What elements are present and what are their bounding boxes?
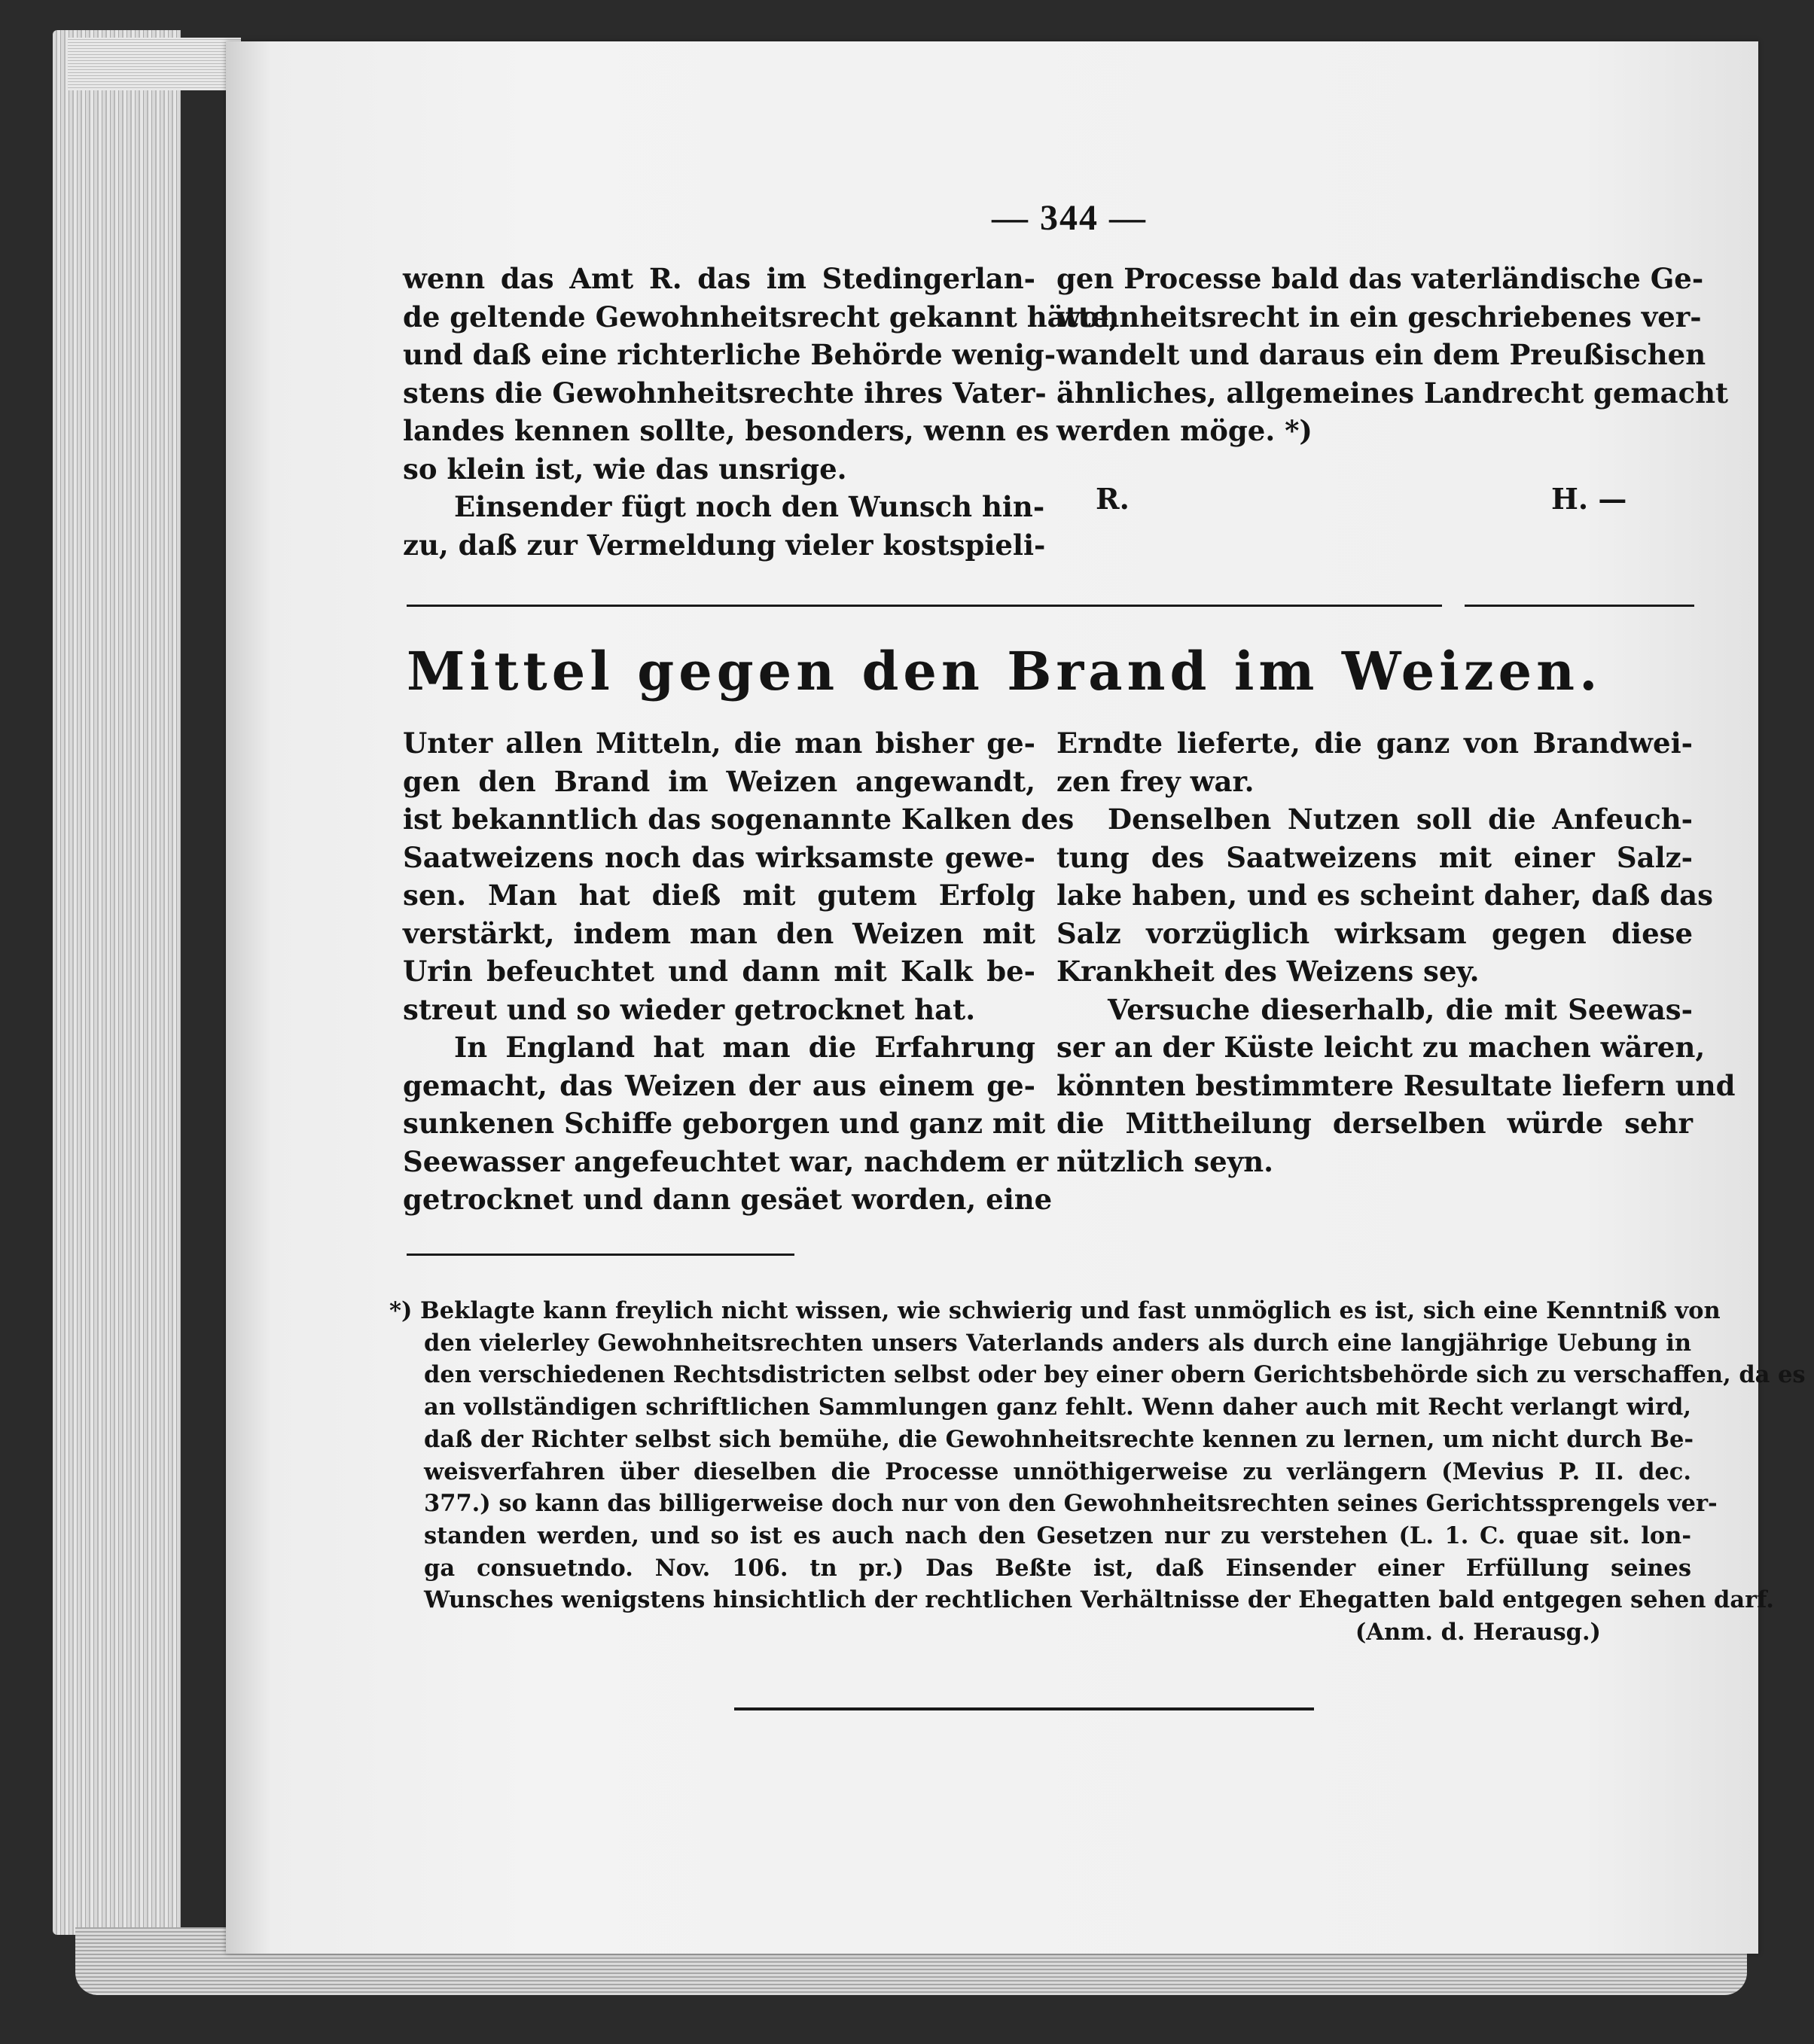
text-line: tung des Saatweizens mit einer Salz- bbox=[1056, 840, 1693, 874]
text-line: ist bekanntlich das sogenannte Kalken des bbox=[403, 803, 1075, 836]
footnote-line: 377.) so kann das billigerweise doch nur von den Gewohnheitsrechten seines Gerichtssprengels ver- bbox=[424, 1490, 1718, 1518]
text-line: In England hat man die Erfahrung bbox=[454, 1031, 1035, 1064]
footnote-rule bbox=[407, 1254, 606, 1256]
footnote-line: daß der Richter selbst sich bemühe, die Gewohnheitsrechte kennen zu lernen, um nicht durch Be- bbox=[424, 1425, 1694, 1453]
text-line: ser an der Küste leicht zu machen wären, bbox=[1056, 1031, 1706, 1064]
footnote bbox=[389, 1295, 1806, 1649]
text-line: Denselben Nutzen soll die Anfeuch- bbox=[1108, 803, 1693, 836]
signature-left: R. bbox=[1096, 482, 1130, 516]
text-line: zu, daß zur Vermeldung vieler kostspieli- bbox=[403, 528, 1046, 562]
text-line: wohnheitsrecht in ein geschriebenes ver- bbox=[1056, 300, 1702, 334]
end-rule bbox=[734, 1707, 1314, 1710]
article-right-column bbox=[1056, 724, 1736, 1180]
text-line: so klein ist, wie das unsrige. bbox=[403, 452, 847, 486]
text-line: Erndte lieferte, die ganz von Brandwei- bbox=[1056, 727, 1693, 760]
footnote-signature: (Anm. d. Herausg.) bbox=[1355, 1619, 1601, 1646]
text-line: Urin befeuchtet und dann mit Kalk be- bbox=[403, 955, 1035, 988]
article-left-column bbox=[403, 724, 1075, 1219]
text-line: gen den Brand im Weizen angewandt, bbox=[403, 764, 1035, 798]
text-line: streut und so wieder getrocknet hat. bbox=[403, 992, 976, 1026]
separator-rule bbox=[407, 605, 1442, 607]
text-line: Seewasser angefeuchtet war, nachdem er bbox=[403, 1144, 1049, 1178]
text-line: getrocknet und dann gesäet worden, eine bbox=[403, 1183, 1053, 1216]
footnote-rule bbox=[606, 1254, 794, 1256]
text-line: Unter allen Mitteln, die man bisher ge- bbox=[403, 727, 1035, 760]
footnote-line: den vielerley Gewohnheitsrechten unsers Vaterlands anders als durch eine langjährige Uebung in bbox=[424, 1329, 1691, 1357]
text-line: Versuche dieserhalb, die mit Seewas- bbox=[1108, 992, 1693, 1026]
text-line: die Mittheilung derselben würde sehr bbox=[1056, 1107, 1693, 1140]
text-line: und daß eine richterliche Behörde wenig- bbox=[403, 338, 1056, 371]
book-page-edges-top bbox=[68, 38, 241, 90]
signature-right: H. — bbox=[1551, 482, 1627, 516]
page-number: — 344 — bbox=[992, 198, 1147, 238]
text-line: könnten bestimmtere Resultate liefern und bbox=[1056, 1068, 1736, 1102]
article-title: Mittel gegen den Brand im Weizen. bbox=[407, 640, 1602, 702]
top-left-column bbox=[403, 260, 1119, 564]
footnote-line: an vollständigen schriftlichen Sammlungen ganz fehlt. Wenn daher auch mit Recht verlangt wird, bbox=[424, 1394, 1691, 1421]
separator-rule bbox=[1465, 605, 1694, 607]
text-line: de geltende Gewohnheitsrecht gekannt hätte, bbox=[403, 300, 1119, 334]
top-right-column bbox=[1056, 260, 1729, 450]
text-line: Krankheit des Weizens sey. bbox=[1056, 955, 1480, 988]
text-line: Saatweizens noch das wirksamste gewe- bbox=[403, 840, 1035, 874]
book-page-edges-left bbox=[53, 30, 181, 1935]
text-line: landes kennen sollte, besonders, wenn es bbox=[403, 414, 1050, 447]
text-line: lake haben, und es scheint daher, daß das bbox=[1056, 879, 1713, 912]
text-line: stens die Gewohnheitsrechte ihres Vater- bbox=[403, 376, 1047, 410]
text-line: ähnliches, allgemeines Landrecht gemacht bbox=[1056, 376, 1729, 410]
footnote-line: *) Beklagte kann freylich nicht wissen, wie schwierig und fast unmöglich es ist, sich eine Kenntniß von bbox=[389, 1297, 1721, 1324]
footnote-line: weisverfahren über dieselben die Processe unnöthigerweise zu verlängern (Mevius P. II. dec. bbox=[424, 1458, 1691, 1485]
text-line: Einsender fügt noch den Wunsch hin- bbox=[454, 490, 1045, 523]
footnote-line: standen werden, und so ist es auch nach den Gesetzen nur zu verstehen (L. 1. C. quae sit. lon- bbox=[424, 1522, 1691, 1549]
text-line: zen frey war. bbox=[1056, 764, 1255, 798]
footnote-line: ga consuetndo. Nov. 106. tn pr.) Das Beßte ist, daß Einsender einer Erfüllung seines bbox=[424, 1554, 1691, 1582]
text-line: gemacht, das Weizen der aus einem ge- bbox=[403, 1068, 1035, 1102]
text-line: wenn das Amt R. das im Stedingerlan- bbox=[403, 262, 1035, 295]
text-line: wandelt und daraus ein dem Preußischen bbox=[1056, 338, 1706, 371]
text-line: nützlich seyn. bbox=[1056, 1144, 1273, 1178]
footnote-line: den verschiedenen Rechtsdistricten selbst oder bey einer obern Gerichtsbehörde sich zu verschaffen, da es bbox=[424, 1361, 1806, 1389]
text-line: gen Processe bald das vaterländische Ge- bbox=[1056, 262, 1704, 295]
text-line: verstärkt, indem man den Weizen mit bbox=[403, 916, 1035, 950]
text-line: werden möge. *) bbox=[1056, 414, 1312, 447]
footnote-line: Wunsches wenigstens hinsichtlich der rechtlichen Verhältnisse der Ehegatten bald entgegen sehen darf. bbox=[424, 1586, 1774, 1614]
text-line: sunkenen Schiffe geborgen und ganz mit bbox=[403, 1107, 1046, 1140]
text-line: sen. Man hat dieß mit gutem Erfolg bbox=[403, 879, 1035, 912]
text-line: Salz vorzüglich wirksam gegen diese bbox=[1056, 916, 1693, 950]
